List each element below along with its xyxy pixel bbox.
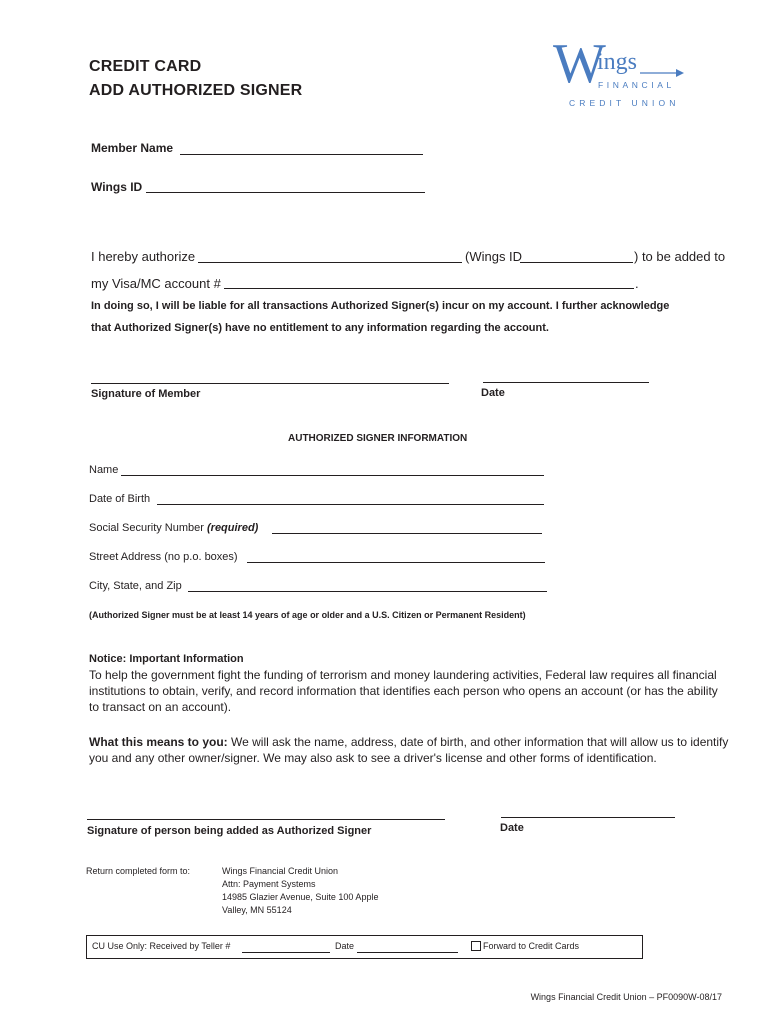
teller-number-field[interactable] [242, 952, 330, 953]
city-state-zip-field[interactable] [188, 591, 547, 592]
member-name-label: Member Name [91, 141, 174, 155]
form-title-line2: ADD AUTHORIZED SIGNER [89, 82, 303, 99]
return-address-line1: Wings Financial Credit Union [222, 866, 339, 876]
logo-rest: ings [597, 49, 638, 75]
ssn-label [89, 522, 258, 534]
what-this-means-body: We will ask the name, address, date of birth, and other information that will allow us to identify you and any other owner/signer. We may also ask to see a driver's license and other forms of identification. [89, 735, 729, 765]
authorized-wings-id-field[interactable] [520, 262, 633, 263]
logo-financial: FINANCIAL [598, 80, 675, 90]
member-signature-field[interactable] [91, 383, 449, 384]
member-signature-date-field[interactable] [483, 382, 649, 383]
member-name-field[interactable] [180, 154, 423, 155]
member-date-label: Date [481, 387, 505, 399]
what-this-means-heading: What this means to you: [89, 735, 228, 749]
account-label: my Visa/MC account # [91, 276, 221, 291]
forward-checkbox[interactable] [471, 941, 481, 951]
dob-label: Date of Birth [89, 493, 151, 505]
ssn-label-text: Social Security Number [89, 522, 204, 534]
city-state-zip-label: City, State, and Zip [89, 580, 182, 592]
authorize-wings-id-label: (Wings ID [465, 249, 523, 264]
return-address-line4: Valley, MN 55124 [222, 905, 292, 915]
age-requirement-note: (Authorized Signer must be at least 14 years of age or older and a U.S. Citizen or Permanent Resident) [89, 610, 526, 620]
dob-field[interactable] [157, 504, 544, 505]
logo-credit-union: CREDIT UNION [569, 98, 680, 108]
to-be-added-text: ) to be added to [634, 249, 726, 264]
notice-heading: Notice: Important Information [89, 653, 244, 665]
authorized-person-field[interactable] [198, 262, 462, 263]
ssn-required-text: (required) [207, 522, 259, 534]
signer-date-label: Date [500, 822, 524, 834]
signature-of-member-label: Signature of Member [91, 388, 201, 400]
street-address-field[interactable] [247, 562, 545, 563]
street-address-label: Street Address (no p.o. boxes) [89, 551, 238, 563]
account-period: . [635, 276, 639, 291]
cu-use-label: CU Use Only: Received by Teller # [92, 941, 231, 951]
cu-date-field[interactable] [357, 952, 458, 953]
footer-form-id: Wings Financial Credit Union – PF0090W-08/17 [530, 992, 722, 1002]
logo-big-letter: W [553, 33, 606, 95]
signer-name-field[interactable] [121, 475, 544, 476]
return-address-line2: Attn: Payment Systems [222, 879, 316, 889]
signer-signature-label: Signature of person being added as Authorized Signer [87, 825, 372, 837]
liability-text-line1: In doing so, I will be liable for all transactions Authorized Signer(s) incur on my account. I further acknowledge [91, 300, 670, 312]
notice-body: To help the government fight the funding of terrorism and money laundering activities, Federal law requires all financial institutions to obtain, verify, and record information that identifies each person who opens an account (or has the ability to transact on an account). [89, 668, 718, 714]
account-number-field[interactable] [224, 288, 634, 289]
logo-arrow-icon [640, 67, 684, 79]
signer-info-heading: AUTHORIZED SIGNER INFORMATION [288, 433, 468, 444]
signer-signature-field[interactable] [87, 819, 445, 820]
signer-name-label: Name [89, 464, 119, 476]
return-address-line3: 14985 Glazier Avenue, Suite 100 Apple [222, 892, 379, 902]
return-label: Return completed form to: [86, 866, 191, 876]
wings-id-label: Wings ID [91, 180, 143, 194]
wings-id-field[interactable] [146, 192, 425, 193]
authorize-intro: I hereby authorize [91, 249, 196, 264]
liability-text-line2: that Authorized Signer(s) have no entitlement to any information regarding the account. [91, 322, 549, 334]
signer-signature-date-field[interactable] [501, 817, 675, 818]
ssn-field[interactable] [272, 533, 542, 534]
cu-date-label: Date [335, 941, 355, 951]
form-title-line1: CREDIT CARD [89, 58, 202, 75]
forward-checkbox-label: Forward to Credit Cards [483, 941, 580, 951]
cu-use-only-box [86, 935, 643, 959]
what-this-means-paragraph [89, 734, 729, 766]
